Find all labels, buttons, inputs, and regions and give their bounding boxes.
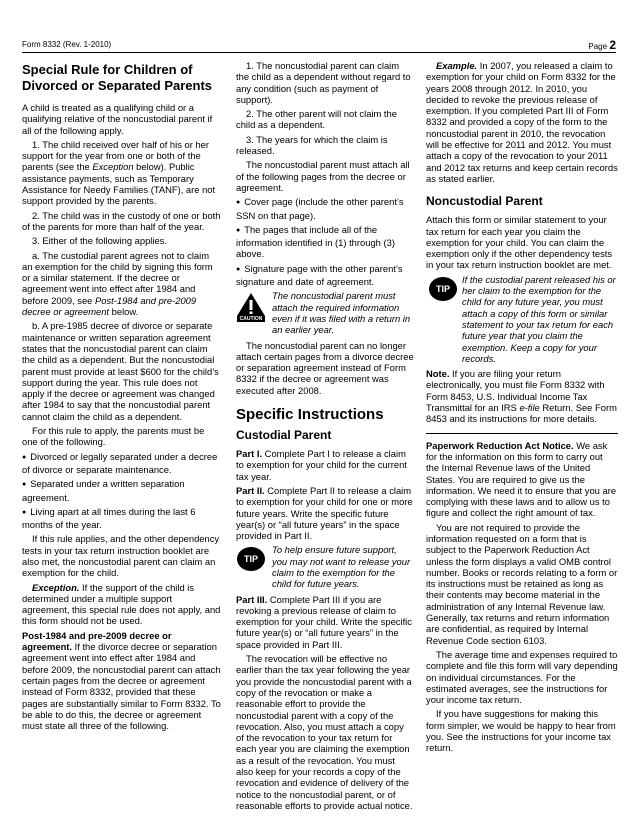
paragraph xyxy=(22,582,222,627)
page-indicator xyxy=(588,38,616,52)
column-3 xyxy=(426,60,618,757)
text-bold-italic: Exception. xyxy=(32,581,80,593)
paragraph xyxy=(236,485,414,541)
text: below). Public assistance payments, such as Temporary Assistance for Needy Families (TANF), are not support provided by the parents. xyxy=(22,161,216,207)
tip-note xyxy=(426,274,618,364)
paragraph: If you have suggestions for making this form simpler, we would be happy to hear from you. See the instructions for your income tax return. xyxy=(426,708,616,754)
custodial-parent-heading: Custodial Parent xyxy=(236,428,332,443)
text: In 2007, you released a claim to exemption for your child on Form 8332 for the years 2008 through 2012. In 2010, you decided to revoke the previous release of exemption. If you completed Part III of Form 8332 and provided a copy of the form to the noncustodial parent in 2010, the revocation will be effective for 2011 and 2012. You must attach a copy of the revocation to your 2011 and 2012 tax returns and keep certain records as stated earlier. xyxy=(426,60,618,184)
paragraph: Attach this form or similar statement to your tax return for each year you claim the exemption for your child. You can claim the exemption only if the other dependency tests in your tax return instruction booklet are met. xyxy=(426,214,613,271)
column-1 xyxy=(22,60,222,734)
paragraph xyxy=(236,448,414,482)
caution-text: The noncustodial parent must attach the required information even if it was filed with a return in an earlier year. xyxy=(272,290,411,336)
text-bold: Part II. xyxy=(236,484,265,496)
form-label: Form 8332 (Rev. 1-2010) xyxy=(22,40,112,49)
paragraph: b. A pre-1985 decree of divorce or separate maintenance or written separation agreement states that the noncustodial parent can claim the child as a dependent. But the noncustodial parent must provide at least $600 for the child’s support during the year. This rule does not apply if the decree or agreement was changed after 1984 to say that the noncustodial parent cannot claim the child as a dependent. xyxy=(22,320,219,422)
tip-icon xyxy=(428,276,458,304)
page-header xyxy=(22,38,616,53)
paragraph xyxy=(22,250,222,318)
paragraph: The noncustodial parent must attach all of the following pages from the decree or agreement. xyxy=(236,159,410,193)
text-bold: Note. xyxy=(426,368,450,380)
paragraph: 3. The years for which the claim is released. xyxy=(236,133,388,157)
text-italic: e-file xyxy=(519,402,540,414)
tip-text: If the custodial parent released his or her claim to the exemption for the child for any future year, you must attach a copy of this form or similar statement to your tax return for each future year that you claim the exemption. Keep a copy for your records. xyxy=(462,273,616,364)
noncustodial-parent-heading: Noncustodial Parent xyxy=(426,194,543,209)
column-2 xyxy=(236,60,414,814)
bullet-item: ● Divorced or legally separated under a decree of divorce or separate maintenance. xyxy=(22,451,222,476)
text: below. xyxy=(109,306,139,318)
paragraph: If this rule applies, and the other dependency tests in your tax return instruction booklet are also met, the noncustodial parent can claim an exemption for the child. xyxy=(22,533,220,579)
paragraph xyxy=(22,139,222,207)
paragraph xyxy=(22,630,222,732)
text: Complete Part II to release a claim to exemption for your child for one or more future years. Write the specific future year(s) or “all future years” in the space provided in Part II. xyxy=(236,484,413,542)
bullet-item: ● The pages that include all of the information identified in (1) through (3) above. xyxy=(236,224,414,260)
bullet-item: ● Signature page with the other parent’s signature and date of agreement. xyxy=(236,263,414,288)
tip-note xyxy=(236,544,414,589)
text-bold: Part III. xyxy=(236,593,268,605)
page-word: Page xyxy=(588,42,608,51)
text-bold: Post-1984 and pre-2009 decree or agreement. xyxy=(22,629,172,653)
paragraph xyxy=(426,440,618,519)
paragraph: A child is treated as a qualifying child or a qualifying relative of the noncustodial parent if all of the following apply. xyxy=(22,102,213,136)
tip-icon xyxy=(236,546,266,574)
caution-label: CAUTION xyxy=(239,316,263,323)
text: Complete Part III if you are revoking a previous release of claim to exemption for your child. Write the specific future year(s) or “all future years” in the space provided in Part III. xyxy=(236,593,412,650)
text: Complete Part I to release a claim to exemption for your child for the current tax year. xyxy=(236,448,407,482)
text-italic: Exception xyxy=(92,161,134,173)
bullet-item: ● Cover page (include the other parent’s SSN on that page). xyxy=(236,196,414,221)
text: Return. See Form 8453 and its instructions for more details. xyxy=(426,402,617,425)
bullet-item: ● Separated under a written separation agreement. xyxy=(22,478,222,503)
paragraph: 2. The child was in the custody of one or both of the parents for more than half of the year. xyxy=(22,209,221,232)
paragraph: The noncustodial parent can no longer attach certain pages from a divorce decree or separation agreement instead of Form 8332 if the decree or agreement was executed after 2008. xyxy=(236,339,414,396)
paragraph: You are not required to provide the information requested on a form that is subject to the Paperwork Reduction Act unless the form displays a valid OMB control number. Books or records relating to a form or its instructions must be retained as long as their contents may become material in the administration of any Internal Revenue law. Generally, tax returns and return information are confidential, as required by Internal Revenue Code section 6103. xyxy=(426,521,618,646)
divider xyxy=(426,433,618,434)
paragraph: 2. The other parent will not claim the child as a dependent. xyxy=(236,108,397,131)
text-bold-italic: Example. xyxy=(436,60,478,71)
text: If the divorce decree or separation agreement went into effect after 1984 and before 2009, the noncustodial parent can attach certain pages from the decree or agreement instead of Form 8332, provided that these pages are substantially similar to Form 8332. To be able to do this, the decree or agreement must state all three of the following. xyxy=(22,641,221,732)
special-rule-heading: Special Rule for Children of Divorced or Separated Parents xyxy=(22,62,213,93)
paragraph: 1. The noncustodial parent can claim the child as a dependent without regard to any condition (such as payment of support). xyxy=(236,60,411,105)
text-bold: Part I. xyxy=(236,448,263,460)
paragraph: The revocation will be effective no earlier than the tax year following the year you provide the noncustodial parent with a copy of the revocation or make a reasonable effort to provide the noncustodial parent with a copy of the revocation. Also, you must attach a copy of the revocation to your tax return for each year you are claiming the exemption as a result of the revocation. You must also keep for your records a copy of the revocation and evidence of delivery of the notice to the noncustodial parent, or of reasonable efforts to provide actual notice. xyxy=(236,653,413,811)
paragraph xyxy=(426,60,618,184)
text: 1. The child received over half of his or her support for the year from one or both of the parents (see the xyxy=(22,138,210,173)
paragraph xyxy=(426,368,618,424)
text: a. The custodial parent agrees not to claim an exemption for the child by signing this form or a similar statement. If the decree or agreement went into effect after 1984 and before 2009, see xyxy=(22,249,213,306)
specific-instructions-heading: Specific Instructions xyxy=(236,406,384,424)
tip-text: To help ensure future support, you may not want to release your claim to the exemption for the child for future years. xyxy=(272,544,411,590)
paragraph: For this rule to apply, the parents must be one of the following. xyxy=(22,425,205,448)
text: If the support of the child is determined under a multiple support agreement, this special rule does not apply, and this form should not be used. xyxy=(22,581,221,627)
bullet-item: ● Living apart at all times during the last 6 months of the year. xyxy=(22,506,222,531)
paragraph: The average time and expenses required to complete and file this form will vary depending on individual circumstances. For the estimated averages, see the instructions for your income tax return. xyxy=(426,648,618,706)
text-italic: Post-1984 and pre-2009 decree or agreement xyxy=(22,294,197,318)
caution-note xyxy=(236,290,414,335)
paragraph: 3. Either of the following applies. xyxy=(32,235,167,247)
text-bold: Paperwork Reduction Act Notice. xyxy=(426,439,574,451)
tip-label: TIP xyxy=(243,554,258,565)
paragraph xyxy=(236,594,414,650)
page-number: 2 xyxy=(609,38,616,52)
tip-label: TIP xyxy=(435,283,450,294)
caution-icon xyxy=(236,292,266,324)
text: If you are filing your return electronically, you must file Form 8332 with Form 8453, U.S. Individual Income Tax Transmittal for an IRS xyxy=(426,368,605,414)
text: We ask for the information on this form to carry out the Internal Revenue laws of the United States. You are required to give us the information. We need it to ensure that you are complying with these laws and to allow us to figure and collect the right amount of tax. xyxy=(426,439,617,519)
